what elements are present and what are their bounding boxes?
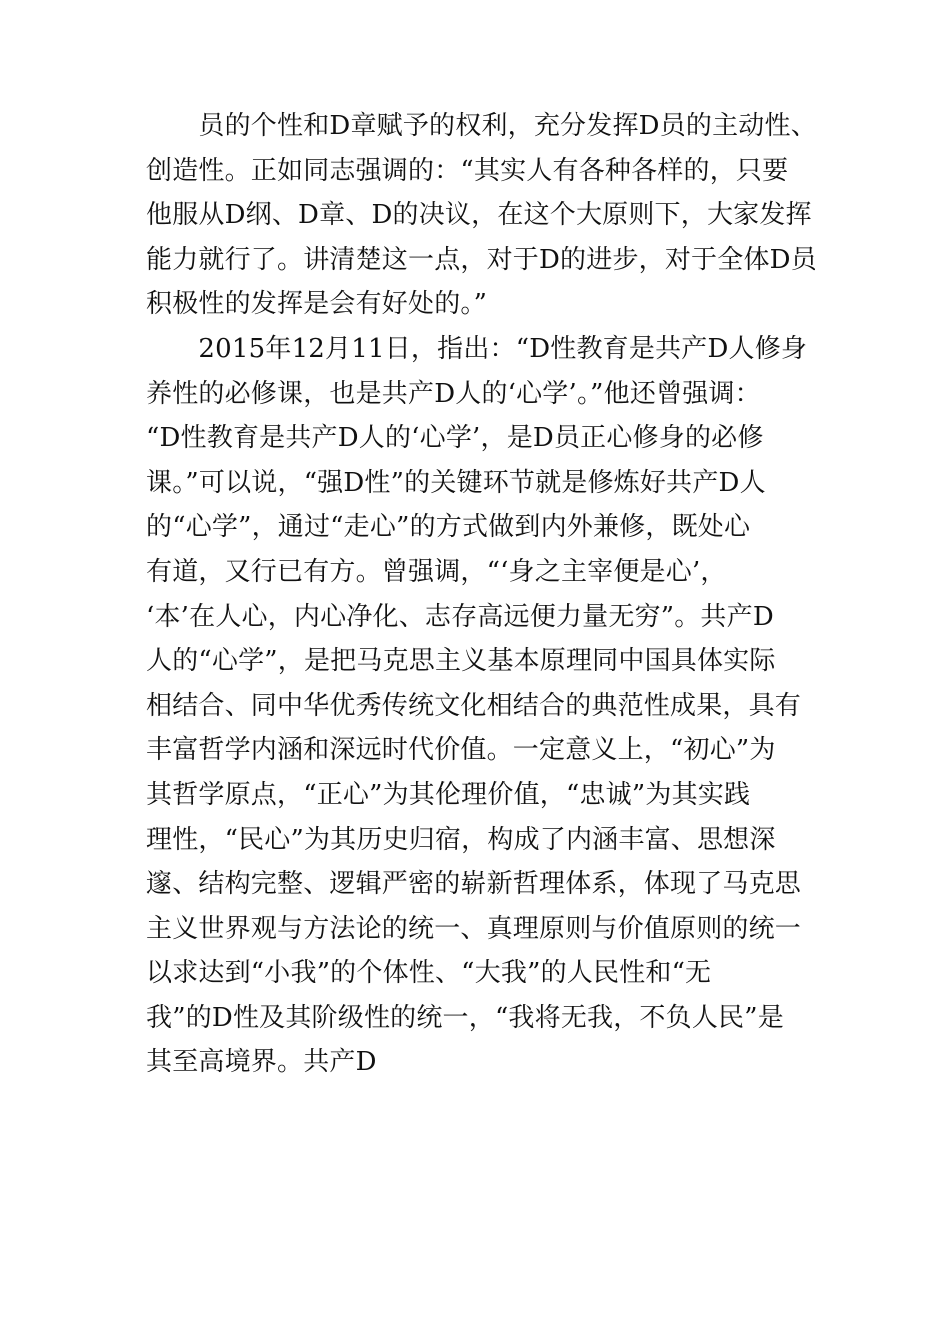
text-line: 人的“心学”，是把马克思主义基本原理同中国具体实际 <box>146 646 776 677</box>
text-line: 以求达到“小我”的个体性、“大我”的人民性和“无 <box>146 958 712 989</box>
text-line: ‘本’在人心，内心净化、志存高远便力量无穷”。共产D <box>146 601 774 632</box>
text-line: 其至高境界。共产D <box>146 1047 377 1078</box>
text-line: 积极性的发挥是会有好处的。” <box>146 289 488 320</box>
text-line: 课。”可以说，“强D性”的关键环节就是修炼好共产D人 <box>146 467 766 498</box>
text-line: 养性的必修课，也是共产D人的‘心学’。”他还曾强调： <box>146 378 761 409</box>
text-line: 员的个性和D章赋予的权利，充分发挥D员的主动性、 <box>146 111 817 141</box>
text-line: 有道，又行已有方。曾强调，“‘身之主宰便是心’， <box>146 556 727 587</box>
body-text <box>146 104 817 1085</box>
text-line: 理性，“民心”为其历史归宿，构成了内涵丰富、思想深 <box>146 824 776 855</box>
text-line: 丰富哲学内涵和深远时代价值。一定意义上，“初心”为 <box>146 735 776 766</box>
text-line: “D性教育是共产D人的‘心学’，是D员正心修身的必修 <box>146 423 764 454</box>
text-line: 的“心学”，通过“走心”的方式做到内外兼修，既处心 <box>146 512 751 543</box>
text-line: 创造性。正如同志强调的：“其实人有各种各样的，只要 <box>146 155 789 186</box>
text-line: 其哲学原点，“正心”为其伦理价值，“忠诚”为其实践 <box>146 779 751 810</box>
text-line: 能力就行了。讲清楚这一点，对于D的进步，对于全体D员 <box>146 244 817 275</box>
text-line: 主义世界观与方法论的统一、真理原则与价值原则的统一 <box>146 913 802 944</box>
text-line: 2015年12月11日，指出：“D性教育是共产D人修身 <box>146 333 808 364</box>
text-line: 我”的D性及其阶级性的统一，“我将无我，不负人民”是 <box>146 1002 784 1033</box>
text-line: 相结合、同中华优秀传统文化相结合的典范性成果，具有 <box>146 690 802 721</box>
text-line: 邃、结构完整、逻辑严密的崭新哲理体系，体现了马克思 <box>146 869 802 900</box>
text-line: 他服从D纲、D章、D的决议，在这个大原则下，大家发挥 <box>146 200 812 231</box>
